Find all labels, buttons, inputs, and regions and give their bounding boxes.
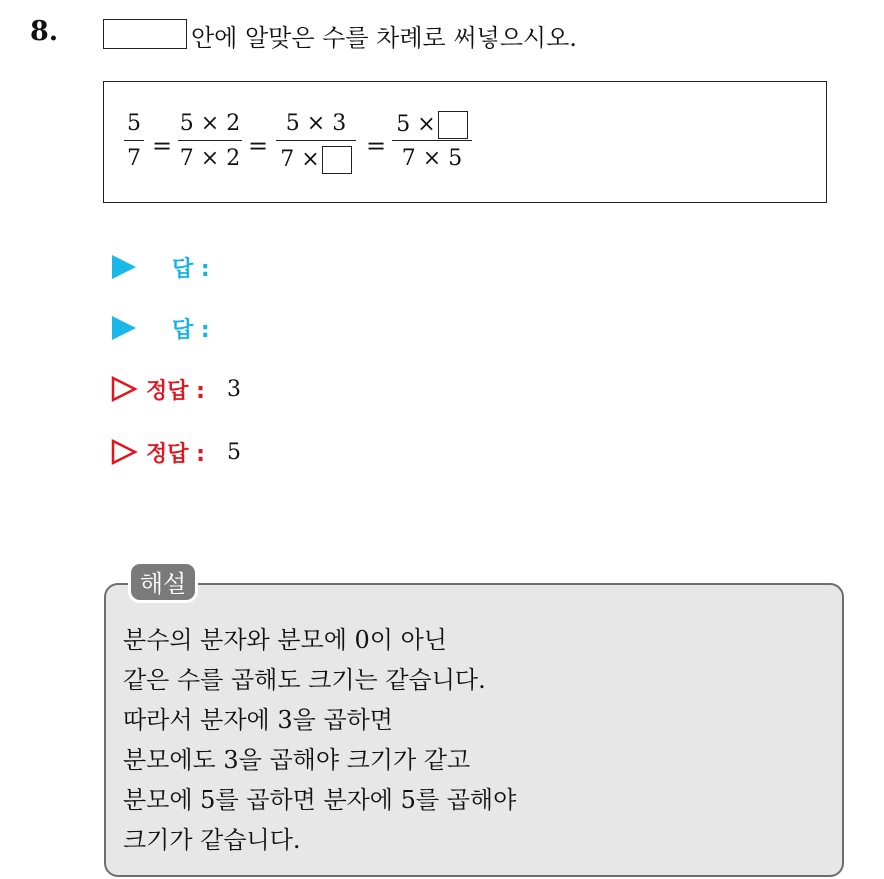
fraction-bar — [392, 140, 472, 141]
fraction-times-2 — [178, 111, 242, 172]
explanation-line: 분모에 5를 곱하면 분자에 5를 곱해야 — [123, 786, 517, 814]
equals-sign: = — [248, 132, 269, 160]
outline-triangle-icon — [110, 438, 138, 466]
correct-answer-row-2 — [110, 435, 241, 469]
fraction-bar — [276, 140, 356, 141]
blank-answer-box — [103, 19, 187, 49]
equals-sign: = — [366, 132, 387, 160]
numerator: 5 × 2 — [179, 111, 241, 136]
play-triangle-icon — [112, 316, 136, 340]
blank-square[interactable] — [322, 146, 352, 174]
fraction-bar — [124, 140, 144, 141]
answer-row-1[interactable] — [110, 250, 210, 284]
explanation-line: 따라서 분자에 3을 곱하면 — [123, 706, 393, 734]
correct-answer-row-1 — [110, 372, 241, 406]
denominator: 7 × 5 — [401, 146, 463, 171]
explanation-line: 분수의 분자와 분모에 0이 아닌 — [123, 626, 447, 654]
blank-square[interactable] — [438, 111, 468, 139]
question-prompt: 안에 알맞은 수를 차례로 써넣으시오. — [191, 24, 577, 52]
explanation-text — [123, 620, 516, 860]
denominator-text: 7 × — [280, 147, 320, 172]
correct-value: 5 — [226, 439, 241, 465]
numerator: 5 × 3 — [285, 111, 347, 136]
correct-label: 정답 : — [146, 441, 205, 467]
outline-triangle-icon — [110, 375, 138, 403]
answer-label: 답 : — [172, 317, 210, 343]
explanation-line: 크기가 같습니다. — [123, 826, 301, 854]
fraction-times-3 — [276, 111, 356, 172]
explanation-line: 분모에도 3을 곱해야 크기가 같고 — [123, 746, 471, 774]
explanation-tab: 해설 — [128, 561, 198, 603]
denominator: 7 × 2 — [179, 146, 241, 171]
numerator-with-blank — [392, 111, 472, 137]
fraction-bar — [178, 140, 242, 141]
correct-label: 정답 : — [146, 378, 205, 404]
answer-row-2[interactable] — [110, 311, 210, 345]
play-triangle-icon — [112, 255, 136, 279]
correct-value: 3 — [226, 376, 241, 402]
denominator: 7 — [127, 146, 141, 171]
answer-label: 답 : — [172, 256, 210, 282]
fraction-5-7 — [124, 111, 144, 172]
numerator: 5 — [127, 111, 141, 136]
denominator-with-blank — [276, 146, 356, 172]
numerator-text: 5 × — [396, 112, 436, 137]
explanation-line: 같은 수를 곱해도 크기는 같습니다. — [123, 666, 486, 694]
fraction-times-5 — [392, 111, 472, 172]
question-number: 8. — [30, 16, 59, 47]
equals-sign: = — [152, 132, 173, 160]
